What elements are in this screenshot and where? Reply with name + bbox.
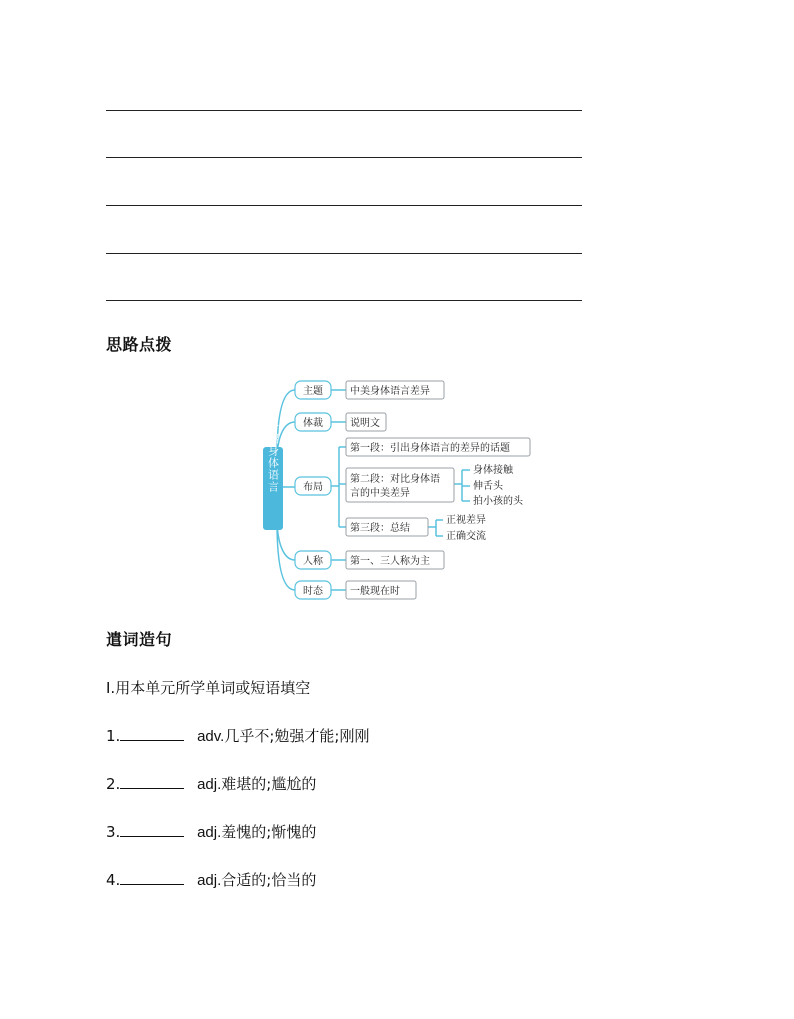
answer-blank[interactable] [120, 824, 184, 837]
item-pos: adj. [197, 872, 222, 889]
item-pos: adv. [197, 728, 225, 745]
branch-label-person: 人称 [303, 556, 323, 567]
item-meaning: 合适的;恰当的 [221, 871, 317, 889]
paragraph-3-text: 第三段：总结 [350, 523, 410, 534]
branch-label-tense: 时态 [303, 586, 323, 597]
item-number: 3. [106, 823, 121, 841]
section-heading-vocabulary: 遣词造句 [106, 630, 173, 649]
item-meaning: 难堪的;尴尬的 [221, 775, 317, 793]
writing-line [106, 205, 582, 206]
paragraph-2-sub: 拍小孩的头 [473, 496, 523, 507]
answer-blank[interactable] [120, 776, 184, 789]
paragraph-2-text-line2: 言的中美差异 [350, 488, 410, 499]
branch-value-person: 第一、三人称为主 [350, 556, 430, 567]
item-pos: adj. [197, 824, 222, 841]
branch-value-topic: 中美身体语言差异 [350, 386, 430, 397]
mind-map [258, 372, 538, 607]
exercise-item [106, 821, 316, 842]
branch-label-layout: 布局 [303, 482, 323, 493]
paragraph-2-sub: 伸舌头 [473, 481, 503, 492]
section-heading-thinking: 思路点拨 [106, 335, 173, 354]
paragraph-3-sub: 正视差异 [446, 515, 486, 526]
item-meaning: 羞愧的;惭愧的 [221, 823, 317, 841]
item-number: 1. [106, 727, 121, 745]
writing-line [106, 157, 582, 158]
item-meaning: 几乎不;勉强才能;刚刚 [224, 727, 370, 745]
item-pos: adj. [197, 776, 222, 793]
item-number: 2. [106, 775, 121, 793]
mind-map-center-text: 介绍身体语言 [266, 421, 280, 493]
branch-value-genre: 说明文 [350, 418, 380, 429]
writing-line [106, 300, 582, 301]
branch-value-tense: 一般现在时 [350, 586, 400, 597]
paragraph-2-sub: 身体接触 [473, 465, 513, 476]
exercise-item [106, 869, 316, 890]
answer-blank[interactable] [120, 728, 184, 741]
exercise-item [106, 725, 369, 746]
item-number: 4. [106, 871, 121, 889]
paragraph-3-sub: 正确交流 [446, 531, 486, 542]
writing-line [106, 110, 582, 111]
exercise-instruction: Ⅰ.用本单元所学单词或短语填空 [106, 679, 311, 697]
branch-label-genre: 体裁 [303, 418, 323, 429]
branch-label-topic: 主题 [303, 386, 323, 397]
exercise-item [106, 773, 316, 794]
answer-blank[interactable] [120, 872, 184, 885]
paragraph-2-text-line1: 第二段：对比身体语 [350, 474, 440, 485]
writing-line [106, 253, 582, 254]
paragraph-1-text: 第一段：引出身体语言的差异的话题 [350, 443, 510, 454]
